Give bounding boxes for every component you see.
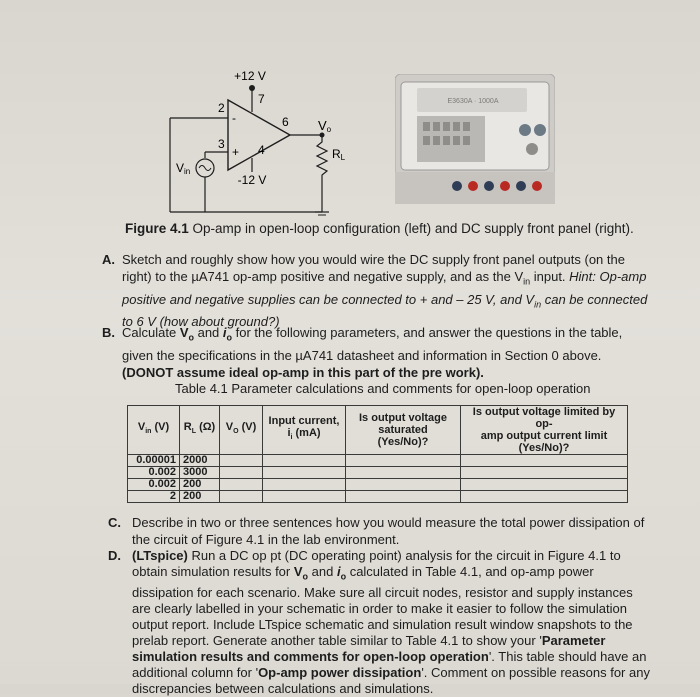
table-cell	[346, 467, 461, 479]
supply-display-text: E3630A · 1000A	[447, 98, 499, 105]
question-b: B. Calculate $V_o$ and $i_o$ for the following parameters, and answer the questions in the table, given the specifications in the µA741 datasheet and information in Section 0 above. (DONOT assume ideal op-amp in this part of the pre work).	[102, 325, 623, 380]
table-cell	[346, 491, 461, 503]
pin4-label: 4	[258, 143, 265, 157]
table-cell	[220, 467, 263, 479]
table-cell	[461, 455, 628, 467]
table-cell	[263, 455, 346, 467]
figure-caption	[125, 221, 634, 236]
question-a: A. Sketch and roughly show how you would wire the DC supply front panel outputs (on the right) to the µA741 op-amp positive and negative supply, and as the $V_{in}$ input. Hint: Op-amp positive and negative supplies can be connected to + and – 25 V, and $V_{in}$ can be connected to 6 V (how about ground?)	[102, 252, 648, 330]
opamp-circuit-diagram	[150, 60, 370, 220]
pin3-label: 3	[218, 137, 225, 151]
question-letter: B.	[102, 325, 115, 340]
table-cell	[346, 479, 461, 491]
table-header-row	[128, 406, 628, 455]
table-cell: 0.002	[128, 479, 180, 491]
table-title: Table 4.1 Parameter calculations and comments for open-loop operation	[175, 381, 591, 396]
plus-sign: +	[232, 145, 240, 159]
caption-label: Figure 4.1	[125, 221, 189, 236]
table-cell: 0.002	[128, 467, 180, 479]
rl-label: RL	[332, 147, 346, 162]
header-saturated: Is output voltage saturated (Yes/No)?	[346, 406, 461, 455]
header-input-current: Input current, $i_i$ (mA)	[263, 406, 346, 455]
header-vin: $V_{in}$ (V)	[128, 406, 180, 455]
table-row	[128, 467, 628, 479]
question-letter: D.	[108, 548, 121, 563]
table-cell: 200	[180, 491, 220, 503]
caption-text: Op-amp in open-loop configuration (left) and DC supply front panel (right).	[188, 221, 634, 236]
table-cell	[263, 467, 346, 479]
table-cell	[220, 491, 263, 503]
table-cell	[220, 479, 263, 491]
table-body	[128, 455, 628, 503]
dc-supply-front-panel	[395, 74, 555, 204]
table-cell	[263, 491, 346, 503]
table-cell: 200	[180, 479, 220, 491]
table-row	[128, 455, 628, 467]
vin-label: Vin	[176, 161, 191, 176]
question-letter: C.	[108, 515, 121, 530]
pin6-label: 6	[282, 115, 289, 129]
table-4-1	[127, 405, 628, 503]
opamp-symbol	[228, 100, 290, 170]
table-cell: 0.00001	[128, 455, 180, 467]
table-cell	[263, 479, 346, 491]
header-current-limit: Is output voltage limited by op- amp output current limit (Yes/No)?	[461, 406, 628, 455]
vplus-label: +12 V	[234, 69, 266, 83]
minus-sign: -	[232, 111, 236, 125]
table-cell	[346, 455, 461, 467]
table-cell	[461, 479, 628, 491]
load-resistor-symbol	[317, 135, 327, 212]
table-cell: 2000	[180, 455, 220, 467]
vminus-label: -12 V	[237, 173, 267, 187]
table-cell: 3000	[180, 467, 220, 479]
table-row	[128, 491, 628, 503]
question-c: C. Describe in two or three sentences how you would measure the total power dissipation of the circuit of Figure 4.1 in the lab environment.	[108, 515, 645, 547]
header-vo: $V_O$ (V)	[220, 406, 263, 455]
table-cell: 2	[128, 491, 180, 503]
question-letter: A.	[102, 252, 115, 267]
vo-label: Vo	[318, 118, 332, 134]
table-row	[128, 479, 628, 491]
question-d: D. (LTspice) Run a DC op pt (DC operating point) analysis for the circuit in Figure 4.1 to obtain simulation results for $V_o$ and $i_o$ calculated in Table 4.1, and op-amp power dissipation for each scenario. Make sure all circuit nodes, resistor and supply instances are clearly labelled in your schematic in order to make it easier to follow the simulation output report. Include LTspice schematic and simulation result window snapshots to the prelab report. Generate another table similar to Table 4.1 to show your 'Parameter simulation results and comments for open-loop operation'. This table should have an additional column for 'Op-amp power dissipation'. Comment on possible reasons for any discrepancies between calculations and simulations.	[108, 548, 650, 696]
question-b-warning: (DONOT assume ideal op-amp in this part of the pre work).	[122, 364, 484, 380]
question-a-hint: Hint: Op-amp positive and negative supplies can be connected to + and – 25 V, and V	[122, 269, 647, 307]
pin2-label: 2	[218, 101, 225, 115]
table-cell	[461, 491, 628, 503]
header-rl: $R_L$ (Ω)	[180, 406, 220, 455]
table-cell	[461, 467, 628, 479]
table-cell	[220, 455, 263, 467]
pin7-label: 7	[258, 92, 265, 106]
